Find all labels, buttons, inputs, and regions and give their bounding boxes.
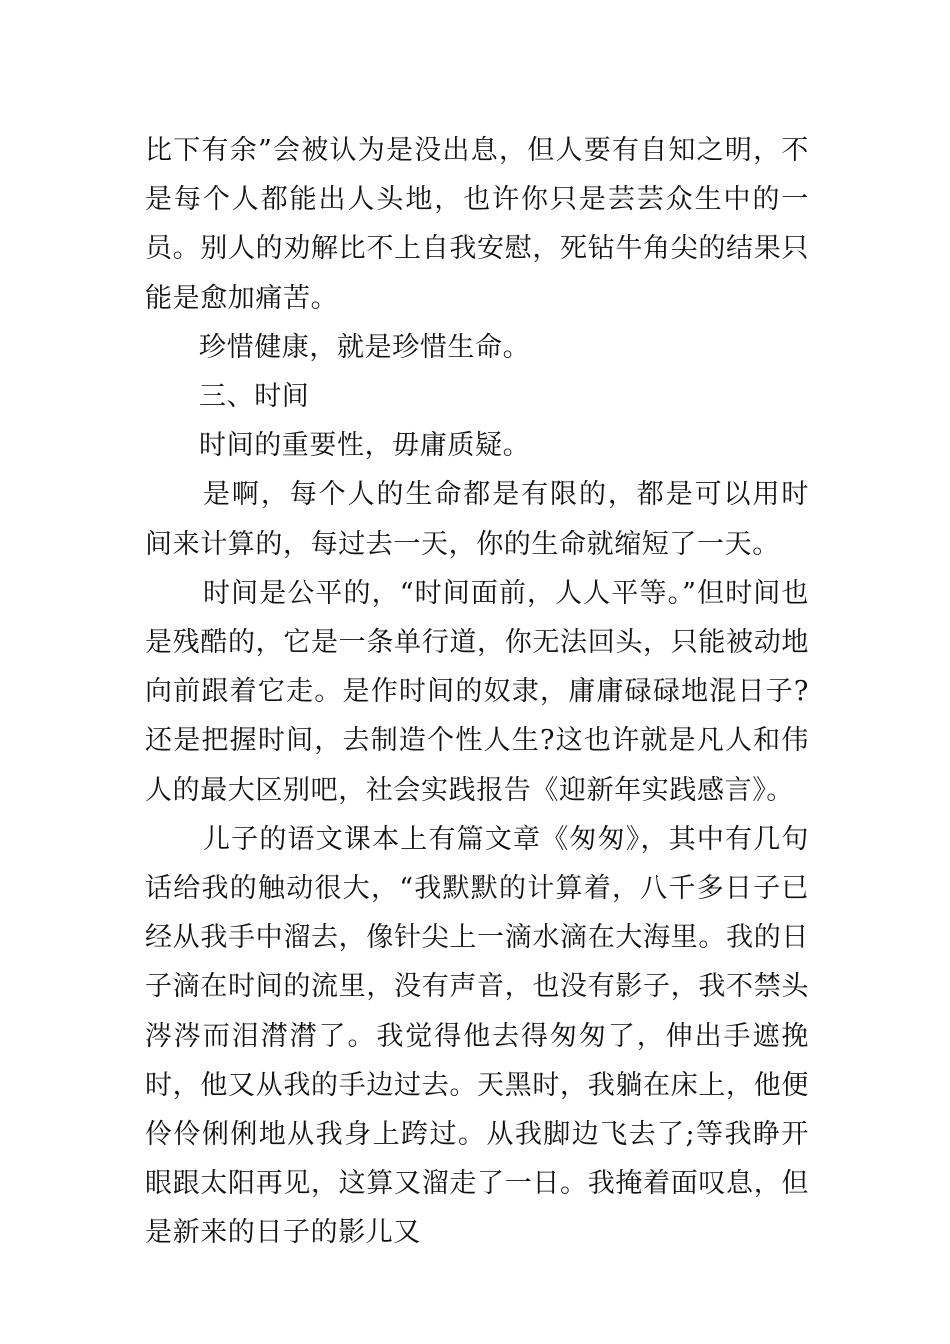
section-heading-time: 三、时间 bbox=[199, 381, 310, 413]
paragraph-time-fair: 时间是公平的，“时间面前，人人平等。”但时间也是残酷的，它是一条单行道，你无法回头，只能被动地向前跟着它走。是作时间的奴隶，庸庸碌碌地混日子?还是把握时间，去制造个性人生?这也许就是凡人和伟人的最大区别吧，社会实践报告《迎新年实践感言》。 bbox=[145, 577, 809, 806]
document-body bbox=[145, 126, 809, 1258]
paragraph-time-importance: 时间的重要性，毋庸质疑。 bbox=[199, 430, 531, 462]
paragraph-life-limited: 是啊，每个人的生命都是有限的，都是可以用时间来计算的，每过去一天，你的生命就缩短了一天。 bbox=[145, 479, 809, 560]
paragraph-congcong: 儿子的语文课本上有篇文章《匆匆》，其中有几句话给我的触动很大，“我默默的计算着，八千多日子已经从我手中溜去，像针尖上一滴水滴在大海里。我的日子滴在时间的流里，没有声音，也没有影子，我不禁头涔涔而泪潸潸了。我觉得他去得匆匆了，伸出手遮挽时，他又从我的手边过去。天黑时，我躺在床上，他便伶伶俐俐地从我身上跨过。从我脚边飞去了;等我睁开眼跟太阳再见，这算又溜走了一日。我掩着面叹息，但是新来的日子的影儿又 bbox=[145, 823, 809, 1249]
paragraph-health: 珍惜健康，就是珍惜生命。 bbox=[199, 331, 531, 363]
paragraph-continuation: 比下有余”会被认为是没出息，但人要有自知之明，不是每个人都能出人头地，也许你只是芸芸众生中的一员。别人的劝解比不上自我安慰，死钻牛角尖的结果只能是愈加痛苦。 bbox=[145, 135, 809, 314]
